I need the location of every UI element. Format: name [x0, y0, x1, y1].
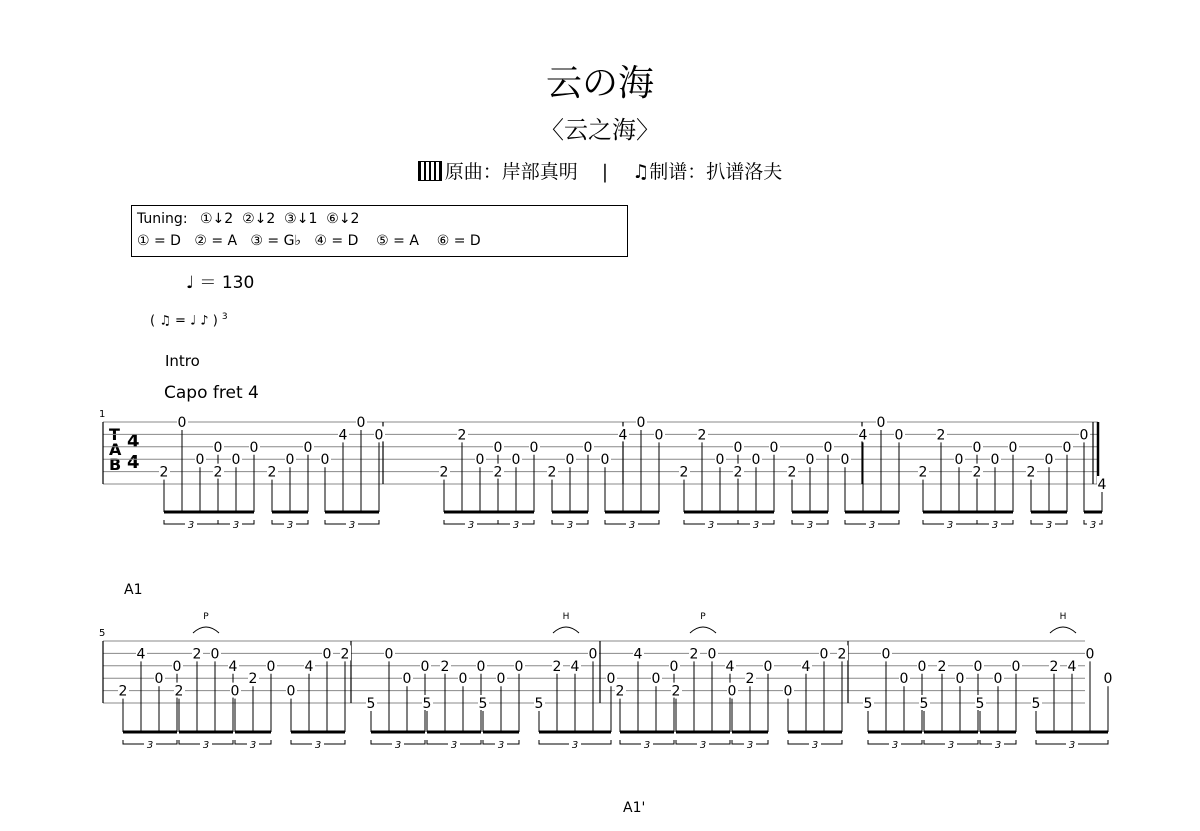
technique-mark: P: [700, 612, 706, 622]
measure-number: 1: [99, 409, 106, 420]
fret-number: 0: [783, 683, 793, 700]
fret-number: 0: [177, 415, 187, 431]
fret-number: 0: [511, 452, 521, 469]
triplet-number: 3: [1068, 740, 1076, 751]
fret-number: 2: [493, 464, 503, 481]
fret-number: 2: [340, 646, 350, 663]
fret-number: 0: [231, 452, 241, 469]
slur-arc: [1050, 627, 1076, 633]
section-a1-prime: A1': [623, 800, 646, 816]
fret-number: 0: [286, 683, 296, 700]
fret-number: 2: [1026, 464, 1036, 481]
fret-number: 0: [669, 658, 679, 675]
triplet-number: 3: [628, 520, 636, 531]
fret-number: 0: [733, 439, 743, 456]
triplet-number: 3: [146, 740, 154, 751]
fret-number: 4: [136, 646, 146, 663]
fret-number: 0: [823, 439, 833, 456]
triplet-number: 3: [467, 520, 475, 531]
fret-number: 0: [514, 658, 524, 675]
fret-number: 0: [954, 452, 964, 469]
fret-number: 2: [972, 464, 982, 481]
composer-label: 原曲：岸部真明: [444, 161, 578, 183]
triplet-number: 3: [202, 740, 210, 751]
fret-number: 0: [972, 439, 982, 456]
fret-number: 0: [881, 646, 891, 663]
fret-number: 0: [1011, 658, 1021, 675]
fret-number: 0: [606, 671, 616, 688]
fret-number: 0: [763, 658, 773, 675]
fret-number: 2: [689, 646, 699, 663]
fret-number: 2: [697, 427, 707, 444]
fret-number: 2: [918, 464, 928, 481]
fret-number: 4: [1067, 658, 1077, 675]
fret-number: 2: [671, 683, 681, 700]
fret-number: 0: [322, 646, 332, 663]
fret-number: 0: [654, 427, 664, 444]
fret-number: 0: [230, 683, 240, 700]
triplet-number: 3: [891, 740, 899, 751]
credits-divider: |: [601, 161, 609, 183]
fret-number: 0: [356, 415, 366, 431]
tuning-adjust: ①↓2 ②↓2 ③↓1 ⑥↓2: [200, 211, 360, 227]
fret-number: 0: [1044, 452, 1054, 469]
triplet-number: 3: [806, 520, 814, 531]
fret-number: 0: [210, 646, 220, 663]
fret-number: 2: [679, 464, 689, 481]
fret-number: 0: [899, 671, 909, 688]
fret-number: 5: [366, 696, 376, 712]
triplet-number: 3: [707, 520, 715, 531]
fret-number: 0: [917, 658, 927, 675]
fret-number: 2: [937, 658, 947, 675]
triplet-number: 3: [991, 520, 999, 531]
swing-tuplet: 3: [221, 312, 228, 322]
fret-number: 4: [304, 658, 314, 675]
fret-number: 0: [805, 452, 815, 469]
fret-number: 0: [1062, 439, 1072, 456]
fret-number: 0: [1079, 427, 1089, 444]
fret-number: 0: [769, 439, 779, 456]
fret-number: 2: [439, 464, 449, 481]
fret-number: 0: [973, 658, 983, 675]
triplet-number: 3: [571, 740, 579, 751]
fret-number: 0: [374, 427, 384, 444]
arranger-label: 制谱：扒谱洛夫: [649, 161, 783, 183]
fret-number: 2: [745, 671, 755, 688]
slur-arc: [553, 627, 579, 633]
fret-number: 2: [837, 646, 847, 663]
fret-number: 0: [715, 452, 725, 469]
fret-number: 2: [159, 464, 169, 481]
fret-number: 0: [707, 646, 717, 663]
fret-number: 5: [975, 696, 985, 712]
fret-number: 0: [583, 439, 593, 456]
triplet-number: 3: [450, 740, 458, 751]
triplet-number: 3: [512, 520, 520, 531]
fret-number: 4: [1097, 477, 1107, 493]
fret-number: 4: [228, 658, 238, 675]
fret-number: 5: [863, 696, 873, 712]
triplet-number: 3: [994, 740, 1002, 751]
fret-number: 0: [955, 671, 965, 688]
triplet-number: 3: [314, 740, 322, 751]
fret-number: 0: [1008, 439, 1018, 456]
tuning-strings: ① = D ② = A ③ = G♭ ④ = D ⑤ = A ⑥ = D: [137, 233, 481, 249]
fret-number: 0: [840, 452, 850, 469]
section-a1: A1: [124, 582, 143, 598]
fret-number: 0: [303, 439, 313, 456]
fret-number: 2: [118, 683, 128, 700]
triplet-number: 3: [348, 520, 356, 531]
triplet-number: 3: [699, 740, 707, 751]
swing-text: ( ♫ = ♩ ♪ ): [150, 313, 218, 329]
fret-number: 2: [440, 658, 450, 675]
triplet-number: 3: [394, 740, 402, 751]
fret-number: 0: [727, 683, 737, 700]
tab-clef-b: B: [109, 455, 122, 474]
fret-number: 0: [990, 452, 1000, 469]
fret-number: 4: [725, 658, 735, 675]
fret-number: 2: [267, 464, 277, 481]
triplet-number: 3: [811, 740, 819, 751]
fret-number: 0: [993, 671, 1003, 688]
fret-number: 0: [213, 439, 223, 456]
fret-number: 5: [919, 696, 929, 712]
fret-number: 0: [651, 671, 661, 688]
fret-number: 0: [285, 452, 295, 469]
fret-number: 0: [476, 658, 486, 675]
fret-number: 5: [534, 696, 544, 712]
fret-number: 4: [618, 427, 628, 444]
fret-number: 0: [266, 658, 276, 675]
song-subtitle: 〈云之海〉: [540, 116, 660, 144]
section-intro: Intro: [165, 352, 200, 370]
technique-mark: P: [203, 612, 209, 622]
fret-number: 4: [570, 658, 580, 675]
slur-arc: [690, 627, 716, 633]
fret-number: 0: [1085, 646, 1095, 663]
song-title: 云の海: [545, 63, 654, 104]
tab-clef-t: T: [109, 425, 120, 444]
fret-number: 0: [154, 671, 164, 688]
fret-number: 2: [213, 464, 223, 481]
fret-number: 0: [1103, 671, 1113, 688]
triplet-number: 3: [497, 740, 505, 751]
fret-number: 0: [402, 671, 412, 688]
technique-mark: H: [1059, 612, 1067, 622]
fret-number: 5: [1031, 696, 1041, 712]
fret-number: 4: [801, 658, 811, 675]
triplet-number: 3: [249, 740, 257, 751]
triplet-number: 3: [1045, 520, 1053, 531]
fret-number: 0: [819, 646, 829, 663]
fret-number: 0: [496, 671, 506, 688]
fret-number: 0: [458, 671, 468, 688]
fret-number: 2: [174, 683, 184, 700]
fret-number: 2: [615, 683, 625, 700]
technique-mark: H: [562, 612, 570, 622]
fret-number: 0: [384, 646, 394, 663]
fret-number: 2: [787, 464, 797, 481]
triplet-number: 3: [868, 520, 876, 531]
tab-clef-a: A: [109, 440, 122, 459]
fret-number: 4: [633, 646, 643, 663]
fret-number: 0: [588, 646, 598, 663]
fret-number: 0: [320, 452, 330, 469]
fret-number: 5: [478, 696, 488, 712]
tuning-label: Tuning:: [137, 211, 188, 227]
fret-number: 2: [552, 658, 562, 675]
fret-number: 2: [248, 671, 258, 688]
tempo-marking: ♩ ＝ 130: [186, 273, 255, 293]
fret-number: 2: [1049, 658, 1059, 675]
fret-number: 0: [249, 439, 259, 456]
fret-number: 0: [751, 452, 761, 469]
triplet-number: 3: [1089, 520, 1097, 531]
capo-text: Capo fret 4: [164, 383, 259, 403]
time-signature-top: 4: [127, 431, 140, 452]
triplet-number: 3: [946, 520, 954, 531]
triplet-number: 3: [232, 520, 240, 531]
triplet-number: 3: [752, 520, 760, 531]
fret-number: 0: [195, 452, 205, 469]
fret-number: 0: [876, 415, 886, 431]
fret-number: 4: [338, 427, 348, 444]
fret-number: 0: [565, 452, 575, 469]
fret-number: 4: [858, 427, 868, 444]
triplet-number: 3: [286, 520, 294, 531]
fret-number: 0: [894, 427, 904, 444]
fret-number: 0: [475, 452, 485, 469]
slur-arc: [193, 627, 219, 633]
fret-number: 0: [493, 439, 503, 456]
triplet-number: 3: [566, 520, 574, 531]
measure-number: 5: [99, 628, 106, 639]
triplet-number: 3: [947, 740, 955, 751]
fret-number: 0: [529, 439, 539, 456]
fret-number: 2: [547, 464, 557, 481]
triplet-number: 3: [643, 740, 651, 751]
fret-number: 2: [733, 464, 743, 481]
fret-number: 0: [420, 658, 430, 675]
fret-number: 2: [457, 427, 467, 444]
fret-number: 0: [636, 415, 646, 431]
fret-number: 0: [172, 658, 182, 675]
fret-number: 5: [422, 696, 432, 712]
fret-number: 0: [600, 452, 610, 469]
music-note-icon: ♫: [632, 161, 650, 183]
fret-number: 2: [192, 646, 202, 663]
triplet-number: 3: [187, 520, 195, 531]
fret-number: 2: [936, 427, 946, 444]
triplet-number: 3: [746, 740, 754, 751]
time-signature-bottom: 4: [127, 452, 140, 473]
